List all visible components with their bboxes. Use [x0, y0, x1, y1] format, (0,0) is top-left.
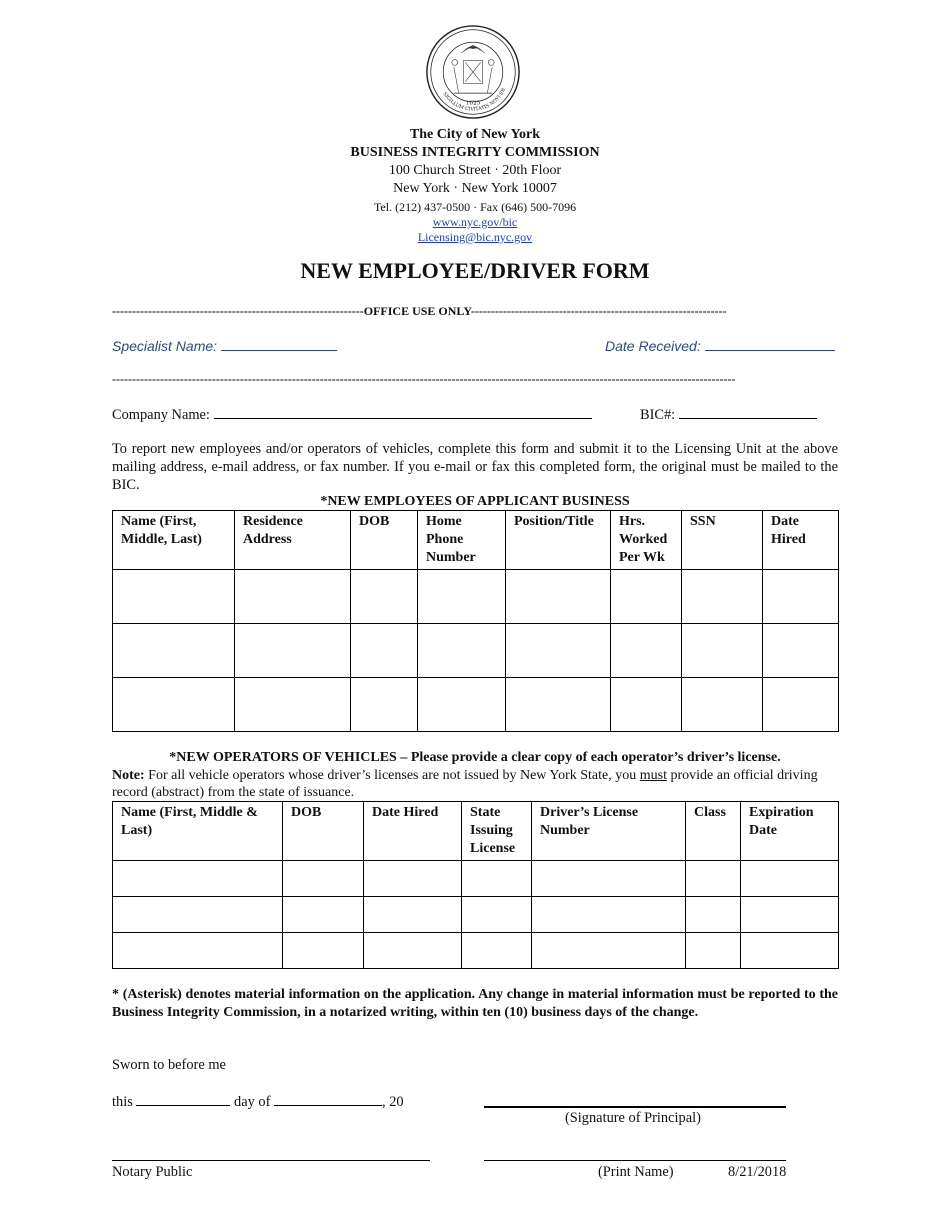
- cell-input[interactable]: [611, 570, 682, 624]
- signature-line[interactable]: [484, 1106, 786, 1108]
- col-name: Name (First, Middle, Last): [113, 511, 235, 570]
- cell-input[interactable]: [235, 624, 351, 678]
- seal-year: 1625: [465, 100, 481, 107]
- col-expiration-date: Expiration Date: [741, 802, 839, 861]
- note-must: must: [639, 768, 667, 783]
- sworn-text: Sworn to before me: [112, 1057, 226, 1073]
- address-line-1: 100 Church Street · 20th Floor: [388, 163, 562, 178]
- cell-input[interactable]: [364, 861, 462, 897]
- cell-input[interactable]: [283, 933, 364, 969]
- company-name-label: Company Name:: [112, 407, 210, 423]
- cell-input[interactable]: [364, 897, 462, 933]
- col-operator-dob: DOB: [283, 802, 364, 861]
- cell-input[interactable]: [741, 933, 839, 969]
- cell-input[interactable]: [686, 897, 741, 933]
- table-row: [113, 897, 839, 933]
- col-operator-name: Name (First, Middle & Last): [113, 802, 283, 861]
- date-received-field[interactable]: [605, 336, 835, 354]
- day-blank[interactable]: [136, 1091, 230, 1106]
- cell-input[interactable]: [532, 897, 686, 933]
- col-date-hired: Date Hired: [763, 511, 839, 570]
- cell-input[interactable]: [364, 933, 462, 969]
- table-row: [113, 933, 839, 969]
- email-link[interactable]: Licensing@bic.nyc.gov: [417, 230, 533, 244]
- cell-input[interactable]: [686, 933, 741, 969]
- cell-input[interactable]: [418, 678, 506, 732]
- cell-input[interactable]: [682, 570, 763, 624]
- phone-fax: Tel. (212) 437-0500 · Fax (646) 500-7096: [373, 200, 577, 214]
- cell-input[interactable]: [113, 861, 283, 897]
- year-prefix: , 20: [382, 1094, 404, 1110]
- cell-input[interactable]: [611, 624, 682, 678]
- operators-section-title: *NEW OPERATORS OF VEHICLES – Please provide a clear copy of each operator’s driver’s license.: [169, 750, 781, 765]
- col-class: Class: [686, 802, 741, 861]
- month-blank[interactable]: [274, 1091, 382, 1106]
- city-name: The City of New York: [409, 127, 541, 142]
- cell-input[interactable]: [506, 570, 611, 624]
- cell-input[interactable]: [741, 897, 839, 933]
- cell-input[interactable]: [686, 861, 741, 897]
- col-drivers-license-number: Driver’s License Number: [532, 802, 686, 861]
- table-row: [113, 678, 839, 732]
- cell-input[interactable]: [351, 570, 418, 624]
- cell-input[interactable]: [763, 624, 839, 678]
- cell-input[interactable]: [682, 624, 763, 678]
- website-link[interactable]: www.nyc.gov/bic: [432, 215, 518, 229]
- col-hours-worked: Hrs. Worked Per Wk: [611, 511, 682, 570]
- specialist-name-field[interactable]: [112, 336, 337, 354]
- notary-public-label: Notary Public: [112, 1164, 193, 1180]
- cell-input[interactable]: [682, 678, 763, 732]
- cell-input[interactable]: [506, 678, 611, 732]
- operators-note: [112, 767, 838, 801]
- col-residence-address: Residence Address: [235, 511, 351, 570]
- table-row: [113, 861, 839, 897]
- cell-input[interactable]: [532, 861, 686, 897]
- asterisk-note: * (Asterisk) denotes material information on the application. Any change in material information must be reported to the Business Integrity Commission, in a notarized writing, within ten (10) business days of the change.: [112, 987, 838, 1020]
- bic-number-line[interactable]: [679, 404, 817, 419]
- date-received-line[interactable]: [705, 336, 835, 351]
- cell-input[interactable]: [532, 933, 686, 969]
- cell-input[interactable]: [113, 933, 283, 969]
- note-label: Note:: [112, 768, 145, 783]
- employees-table: [112, 510, 839, 732]
- cell-input[interactable]: [113, 570, 235, 624]
- cell-input[interactable]: [283, 897, 364, 933]
- table-row: [113, 624, 839, 678]
- company-name-field[interactable]: [112, 404, 592, 424]
- operators-header-row: [113, 802, 839, 861]
- cell-input[interactable]: [763, 570, 839, 624]
- revision-date: 8/21/2018: [728, 1164, 787, 1180]
- col-dob: DOB: [351, 511, 418, 570]
- this-label: this: [112, 1094, 133, 1110]
- specialist-name-line[interactable]: [221, 336, 337, 351]
- cell-input[interactable]: [611, 678, 682, 732]
- col-position-title: Position/Title: [506, 511, 611, 570]
- table-row: [113, 570, 839, 624]
- employees-header-row: [113, 511, 839, 570]
- nyc-seal-logo: [425, 24, 521, 120]
- cell-input[interactable]: [351, 624, 418, 678]
- office-use-bottom-rule: ------------------------------------------------------------------------------------------------------------------------------------------------------------: [112, 372, 736, 386]
- cell-input[interactable]: [113, 624, 235, 678]
- date-received-label: Date Received:: [605, 338, 701, 354]
- print-name-caption: (Print Name): [598, 1164, 674, 1180]
- seal-motto: SIGILLUM CIVITATIS NOVI EB: [441, 87, 507, 113]
- col-home-phone: Home Phone Number: [418, 511, 506, 570]
- note-text-after: provide an official driving record (abstract) from the state of issuance.: [112, 768, 818, 800]
- cell-input[interactable]: [235, 570, 351, 624]
- employees-table-title: *NEW EMPLOYEES OF APPLICANT BUSINESS: [320, 494, 630, 509]
- cell-input[interactable]: [351, 678, 418, 732]
- notary-signature-line[interactable]: [112, 1160, 430, 1161]
- operators-table: [112, 801, 839, 969]
- specialist-name-label: Specialist Name:: [112, 338, 218, 354]
- cell-input[interactable]: [418, 624, 506, 678]
- form-title: NEW EMPLOYEE/DRIVER FORM: [300, 258, 650, 283]
- address-line-2: New York · New York 10007: [393, 181, 557, 196]
- instructions-paragraph: To report new employees and/or operators of vehicles, complete this form and submit it to the Licensing Unit at the above mailing address, e-mail address, or fax number. If you e-mail or fax this completed form, the original must be mailed to the BIC.: [112, 441, 838, 493]
- company-name-line[interactable]: [214, 404, 592, 419]
- cell-input[interactable]: [113, 678, 235, 732]
- signature-caption: (Signature of Principal): [565, 1110, 701, 1126]
- office-use-banner: ---------------------------------------------------------------OFFICE USE ONLY----------------------------------------------------------------: [112, 304, 727, 318]
- print-name-line[interactable]: [484, 1160, 786, 1161]
- cell-input[interactable]: [113, 897, 283, 933]
- cell-input[interactable]: [462, 897, 532, 933]
- cell-input[interactable]: [506, 624, 611, 678]
- sworn-date-line: [112, 1091, 404, 1111]
- day-of-label: day of: [234, 1094, 271, 1110]
- bic-number-field[interactable]: [640, 404, 817, 424]
- note-text-before: For all vehicle operators whose driver’s licenses are not issued by New York State, you: [148, 768, 637, 783]
- col-ssn: SSN: [682, 511, 763, 570]
- agency-name: BUSINESS INTEGRITY COMMISSION: [350, 145, 600, 160]
- cell-input[interactable]: [283, 861, 364, 897]
- cell-input[interactable]: [418, 570, 506, 624]
- cell-input[interactable]: [741, 861, 839, 897]
- cell-input[interactable]: [462, 933, 532, 969]
- cell-input[interactable]: [462, 861, 532, 897]
- cell-input[interactable]: [763, 678, 839, 732]
- bic-number-label: BIC#:: [640, 407, 676, 423]
- col-state-issuing-license: State Issuing License: [462, 802, 532, 861]
- col-operator-date-hired: Date Hired: [364, 802, 462, 861]
- cell-input[interactable]: [235, 678, 351, 732]
